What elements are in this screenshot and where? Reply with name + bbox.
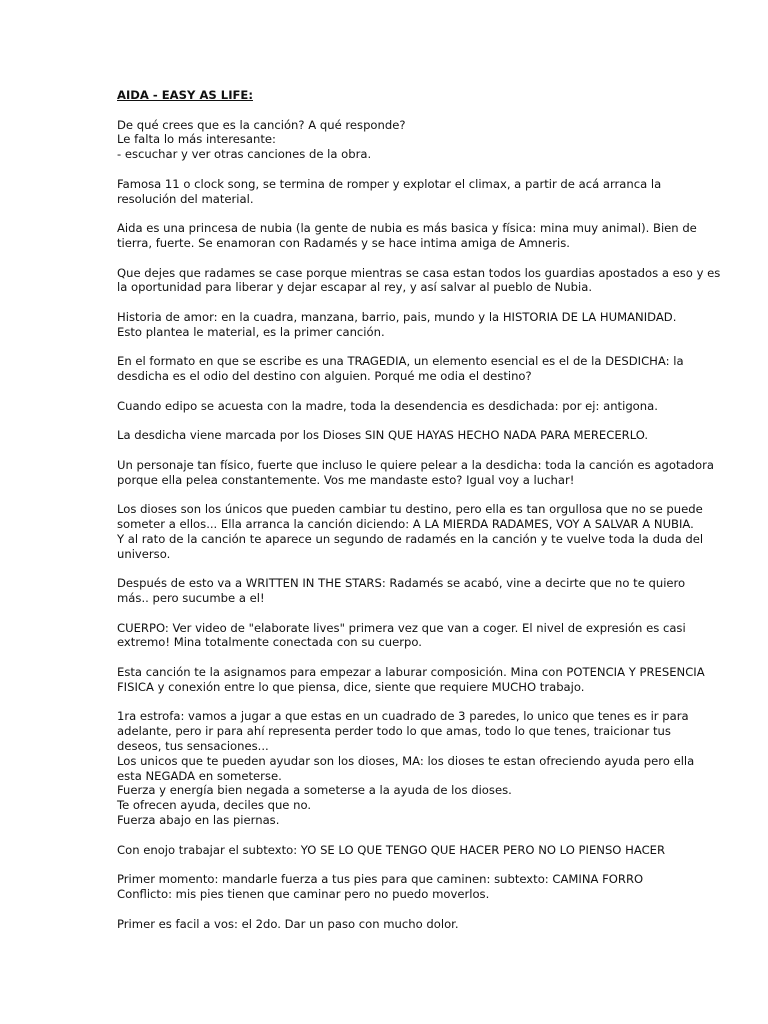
text-line: Esta canción te la asignamos para empezar a laburar composición. Mina con POTENCIA Y PRESENCIA bbox=[117, 665, 705, 680]
paragraph bbox=[117, 872, 647, 902]
document-page bbox=[117, 88, 721, 946]
text-line: - escuchar y ver otras canciones de la obra. bbox=[117, 147, 372, 162]
text-line: En el formato en que se escribe es una TRAGEDIA, un elemento esencial es el de la DESDICHA: la bbox=[117, 354, 684, 369]
document-body bbox=[117, 117, 721, 932]
text-line: universo. bbox=[117, 546, 171, 561]
paragraph bbox=[117, 309, 677, 340]
text-line: Te ofrecen ayuda, deciles que no. bbox=[117, 798, 312, 813]
text-line: someter a ellos... Ella arranca la canción diciendo: A LA MIERDA RADAMES, VOY A SALVAR A NUBIA. bbox=[117, 517, 694, 532]
text-line: Historia de amor: en la cuadra, manzana, barrio, pais, mundo y la HISTORIA DE LA HUMANIDAD. bbox=[117, 309, 677, 324]
document-title: AIDA - EASY AS LIFE: bbox=[117, 88, 253, 102]
text-line: Aida es una princesa de nubia (la gente de nubia es más basica y física: mina muy animal). Bien de bbox=[117, 221, 697, 236]
paragraph bbox=[117, 576, 686, 606]
text-line: desdicha es el odio del destino con alguien. Porqué me odia el destino? bbox=[117, 369, 532, 384]
text-line: Con enojo trabajar el subtexto: YO SE LO QUE TENGO QUE HACER PERO NO LO PIENSO HACER bbox=[117, 842, 666, 857]
paragraph bbox=[117, 457, 714, 488]
text-line: Le falta lo más interesante: bbox=[117, 132, 276, 147]
text-line: porque ella pelea constantemente. Vos me mandaste esto? Igual voy a luchar! bbox=[117, 472, 575, 487]
paragraph bbox=[117, 176, 662, 207]
text-line: resolución del material. bbox=[117, 191, 254, 206]
text-line: 1ra estrofa: vamos a jugar a que estas en un cuadrado de 3 paredes, lo unico que tenes es ir para bbox=[117, 709, 689, 724]
text-line: Primer momento: mandarle fuerza a tus pies para que caminen: subtexto: CAMINA FORRO bbox=[117, 872, 644, 887]
paragraph bbox=[117, 502, 704, 561]
text-line: Cuando edipo se acuesta con la madre, toda la desendencia es desdichada: por ej: antigona. bbox=[117, 398, 658, 413]
paragraph bbox=[117, 118, 647, 162]
paragraph bbox=[117, 428, 647, 443]
paragraph bbox=[117, 842, 666, 858]
text-line: Fuerza y energía bien negada a someterse a la ayuda de los dioses. bbox=[117, 783, 512, 798]
text-line: la oportunidad para liberar y dejar escapar al rey, y así salvar al pueblo de Nubia. bbox=[117, 280, 593, 295]
paragraph bbox=[117, 354, 684, 384]
text-line: Los unicos que te pueden ayudar son los dioses, MA: los dioses te estan ofreciendo ayuda pero ella bbox=[117, 753, 695, 768]
text-line: Y al rato de la canción te aparece un segundo de radamés en la canción y te vuelve toda la duda del bbox=[117, 531, 704, 546]
text-line: Conflicto: mis pies tienen que caminar pero no puedo moverlos. bbox=[117, 887, 490, 902]
text-line: Que dejes que radames se case porque mientras se casa estan todos los guardias apostados a eso y es bbox=[117, 265, 721, 280]
paragraph bbox=[117, 221, 697, 251]
paragraph bbox=[117, 665, 705, 695]
text-line: FISICA y conexión entre lo que piensa, dice, siente que requiere MUCHO trabajo. bbox=[117, 679, 585, 694]
paragraph bbox=[117, 620, 686, 651]
text-line: CUERPO: Ver video de "elaborate lives" primera vez que van a coger. El nivel de expresión es casi bbox=[117, 620, 686, 635]
text-line: extremo! Mina totalmente conectada con su cuerpo. bbox=[117, 635, 422, 650]
text-line: Famosa 11 o clock song, se termina de romper y explotar el climax, a partir de acá arranca la bbox=[117, 176, 662, 191]
paragraph bbox=[117, 709, 695, 828]
text-line: Esto plantea le material, es la primer canción. bbox=[117, 324, 385, 339]
text-line: adelante, pero ir para ahí representa perder todo lo que amas, todo lo que tenes, traicionar tus bbox=[117, 724, 671, 739]
text-line: esta NEGADA en someterse. bbox=[117, 768, 282, 783]
text-line: Primer es facil a vos: el 2do. Dar un paso con mucho dolor. bbox=[117, 916, 459, 931]
text-line: De qué crees que es la canción? A qué responde? bbox=[117, 117, 406, 132]
paragraph bbox=[117, 917, 647, 932]
text-line: deseos, tus sensaciones... bbox=[117, 739, 269, 754]
text-line: tierra, fuerte. Se enamoran con Radamés y se hace intima amiga de Amneris. bbox=[117, 235, 570, 250]
text-line: más.. pero sucumbe a el! bbox=[117, 591, 265, 606]
text-line: Los dioses son los únicos que pueden cambiar tu destino, pero ella es tan orgullosa que no se puede bbox=[117, 502, 703, 517]
text-line: Fuerza abajo en las piernas. bbox=[117, 813, 280, 828]
paragraph bbox=[117, 398, 658, 414]
paragraph bbox=[117, 265, 721, 296]
text-line: La desdicha viene marcada por los Dioses SIN QUE HAYAS HECHO NADA PARA MERECERLO. bbox=[117, 428, 649, 443]
text-line: Un personaje tan físico, fuerte que incluso le quiere pelear a la desdicha: toda la canción es agotadora bbox=[117, 457, 714, 472]
text-line: Después de esto va a WRITTEN IN THE STARS: Radamés se acabó, vine a decirte que no te quiero bbox=[117, 576, 686, 591]
